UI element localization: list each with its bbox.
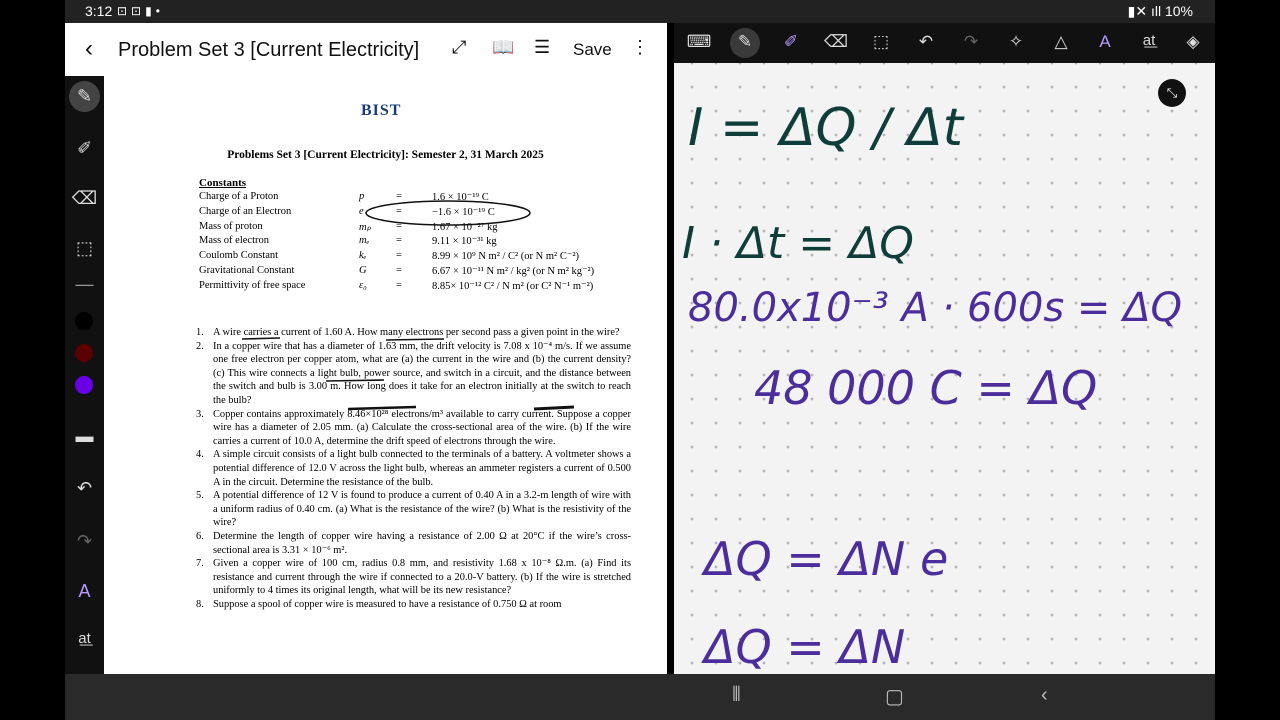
- constant-value: 8.99 × 10⁹ N m² / C² (or N m² C⁻²): [432, 251, 580, 263]
- battery-level: 10%: [1164, 3, 1193, 19]
- constant-equals: =: [396, 250, 402, 262]
- text-style-icon[interactable]: A: [78, 581, 91, 601]
- constant-equals: =: [396, 235, 402, 247]
- annotation-toolbar: [65, 76, 104, 674]
- constant-value: 1.67 × 10⁻²⁷ kg: [432, 221, 498, 233]
- text-style-icon[interactable]: A: [1099, 32, 1111, 51]
- text-box-icon[interactable]: a͟t: [1142, 32, 1156, 49]
- pen-icon[interactable]: ✎: [76, 86, 93, 106]
- problem-number: 8.: [196, 598, 204, 610]
- pdf-topbar: [65, 23, 667, 76]
- problem-text: Suppose a spool of copper wire is measured to have a resistance of 0.750 Ω at room: [213, 598, 562, 610]
- constant-symbol: G: [359, 265, 367, 276]
- problem-number: 6.: [196, 530, 204, 542]
- constant-equals: =: [396, 191, 402, 202]
- problem-number: 1.: [196, 327, 204, 338]
- constant-value: 6.67 × 10⁻¹¹ N m² / kg² (or N m² kg⁻²): [432, 266, 595, 277]
- eraser-icon[interactable]: ⌫: [823, 32, 849, 51]
- book-view-icon[interactable]: 📖: [492, 37, 515, 57]
- save-button[interactable]: Save: [573, 40, 612, 59]
- wifi-signal-icon: ▮✕ ıll: [1127, 3, 1162, 19]
- handwritten-notes: [674, 23, 1215, 674]
- shape-pen-icon[interactable]: △: [1054, 32, 1068, 51]
- constant-equals: =: [396, 279, 402, 291]
- constant-name: Mass of proton: [199, 220, 263, 232]
- document-heading: Problems Set 3 [Current Electricity]: Semester 2, 31 March 2025: [227, 149, 544, 161]
- right-letterbox: [1215, 0, 1280, 720]
- note-line-4: 48 000 C = ΔQ: [754, 361, 1098, 415]
- note-line-5: ΔQ = ΔN e: [704, 532, 949, 586]
- problem-number: 4.: [196, 449, 204, 461]
- document-title: Problem Set 3 [Current Electricity]: [118, 39, 420, 61]
- problem-text: A wire carries a current of 1.60 A. How many electrons per second pass a given point in the wire?: [213, 327, 620, 338]
- constant-symbol: kₑ: [359, 250, 367, 262]
- institution-logo: BIST: [361, 102, 402, 119]
- constants-title: Constants: [199, 177, 247, 189]
- constant-name: Mass of electron: [199, 235, 269, 247]
- problem-number: 7.: [196, 558, 204, 570]
- problem-text: A potential difference of 12 V is found to produce a current of 0.40 A in a 3.2-m length of wire with a uniform radius of 0.40 cm. (a) What is the resistance of the wire? (b) What is the resistivity of the wire?: [213, 490, 631, 529]
- left-letterbox: [0, 0, 65, 720]
- constant-name: Permittivity of free space: [199, 279, 306, 291]
- problem-item: [196, 530, 631, 557]
- constant-symbol: mₚ: [359, 221, 372, 233]
- color-swatch-darkred[interactable]: [75, 344, 93, 362]
- pen-icon[interactable]: ✎: [737, 32, 753, 51]
- constant-value: −1.6 × 10⁻¹⁹ C: [432, 206, 495, 218]
- problem-item: [196, 557, 631, 598]
- status-bar: [65, 0, 1215, 23]
- keyboard-icon[interactable]: ⌨: [686, 32, 712, 51]
- notes-toolbar: [674, 23, 1215, 63]
- highlighter-icon[interactable]: ✐: [76, 138, 93, 158]
- redo-icon[interactable]: ↷: [76, 531, 93, 551]
- magic-pen-icon[interactable]: ✧: [1008, 32, 1024, 51]
- notification-icons: ⊡⊡▮•: [117, 4, 164, 18]
- undo-icon[interactable]: ↶: [918, 32, 934, 51]
- constant-symbol: mₑ: [359, 235, 370, 247]
- constant-equals: =: [396, 265, 402, 276]
- split-divider[interactable]: [667, 23, 674, 674]
- line-icon[interactable]: —: [75, 274, 94, 294]
- constant-equals: =: [396, 220, 402, 232]
- lasso-select-icon[interactable]: ⬚: [75, 238, 93, 258]
- problem-item: [196, 489, 631, 530]
- redo-icon[interactable]: ↷: [963, 32, 979, 51]
- eraser-icon[interactable]: ⌫: [71, 188, 98, 208]
- problem-text: Determine the length of copper wire having a resistance of 2.00 Ω at 20°C if the wire’s cross-sectional area is 3.31 × 10⁻⁶ m².: [213, 530, 631, 556]
- constant-name: Gravitational Constant: [199, 265, 295, 276]
- problem-item: [196, 598, 631, 612]
- divider-handle[interactable]: [669, 335, 672, 363]
- color-swatch-black[interactable]: [75, 312, 93, 330]
- problem-list: [196, 326, 631, 611]
- problem-number: 3.: [196, 408, 204, 420]
- problem-text: In a copper wire that has a diameter of 1.63 mm, the drift velocity is 7.08 x 10⁻⁴ m/s. If we assume one free electron per copper atom, what are (a) the current in the wire and (b) the current density? (c) This wire connects a light bulb, power source, and switch in a circuit, and the distance between the switch and bulb is 3.00 m. How long does it take for an electron initially at the switch to reach the bulb?: [213, 340, 631, 406]
- status-time: 3:12: [85, 3, 113, 19]
- back-arrow-icon[interactable]: ‹: [85, 35, 93, 62]
- system-nav-bar: [65, 674, 1215, 720]
- note-line-1: I = ΔQ / Δt: [688, 98, 964, 158]
- problem-item: [196, 408, 631, 449]
- stroke-width-icon[interactable]: ▬: [75, 426, 94, 446]
- outline-icon[interactable]: ☰: [534, 37, 551, 57]
- problem-number: 2.: [196, 340, 204, 352]
- note-line-3: 80.0x10⁻³ A · 600s = ΔQ: [688, 285, 1182, 331]
- pdf-page: [104, 76, 667, 674]
- note-line-2: I · Δt = ΔQ: [682, 218, 914, 269]
- problem-text: A simple circuit consists of a light bulb connected to the terminals of a battery. A voltmeter shows a potential difference of 12.0 V across the light bulb, whereas an ammeter registers a current of 0.500 A in the circuit. Determine the resistance of the bulb.: [213, 449, 631, 488]
- color-palette-icon[interactable]: ◈: [1186, 32, 1200, 51]
- recent-apps-icon[interactable]: ⦀: [732, 684, 741, 706]
- pdf-viewer-pane: [65, 23, 667, 674]
- collapse-toolbar-button[interactable]: ⤡: [1158, 79, 1186, 107]
- constant-symbol: ε₀: [359, 279, 367, 291]
- problem-text: Copper contains approximately 8.46×10²⁸ electrons/m³ available to carry current. Suppose a copper wire has a diameter of 2.05 mm. (a) Calculate the cross-sectional area of the wire. (b) If the wire carries a current of 10.0 A, determine the drift speed of electrons through the wire.: [213, 408, 631, 447]
- text-box-icon[interactable]: a͟t: [78, 630, 91, 647]
- constant-value: 9.11 × 10⁻³¹ kg: [432, 236, 497, 248]
- constant-value: 8.85× 10⁻¹² C² / N m² (or C² N⁻¹ m⁻²): [432, 280, 594, 292]
- notes-canvas[interactable]: [674, 23, 1215, 674]
- problem-text: Given a copper wire of 100 cm, radius 0.8 mm, and resistivity 1.68 x 10⁻⁸ Ω.m. (a) Find its resistance and current through the wire if connected to a 20.0-V battery. (b) If the wire is stretched uniformly to 4 times its original length, what will be its new resistance?: [213, 558, 631, 597]
- constant-name: Charge of a Proton: [199, 191, 279, 202]
- constant-equals: =: [396, 205, 402, 217]
- back-nav-icon[interactable]: ‹: [1041, 684, 1048, 706]
- color-swatch-purple[interactable]: [75, 376, 93, 394]
- lasso-select-icon[interactable]: ⬚: [872, 32, 890, 51]
- problem-number: 5.: [196, 490, 204, 502]
- constant-symbol: p: [359, 191, 365, 202]
- constant-value: 1.6 × 10⁻¹⁹ C: [432, 192, 489, 203]
- problem-item: [196, 448, 631, 489]
- problem-item: [196, 326, 631, 340]
- highlighter-icon[interactable]: ✐: [783, 32, 799, 51]
- constant-name: Coulomb Constant: [199, 250, 279, 262]
- problem-item: [196, 340, 631, 408]
- constant-symbol: e: [359, 205, 364, 217]
- note-line-6: ΔQ = ΔN: [704, 620, 906, 674]
- status-right: [1128, 3, 1193, 20]
- expand-icon[interactable]: ⤢: [452, 37, 467, 57]
- undo-icon[interactable]: ↶: [76, 478, 93, 498]
- home-icon[interactable]: ▢: [885, 686, 904, 708]
- constant-name: Charge of an Electron: [199, 205, 292, 217]
- more-options-icon[interactable]: ⋮: [631, 37, 649, 57]
